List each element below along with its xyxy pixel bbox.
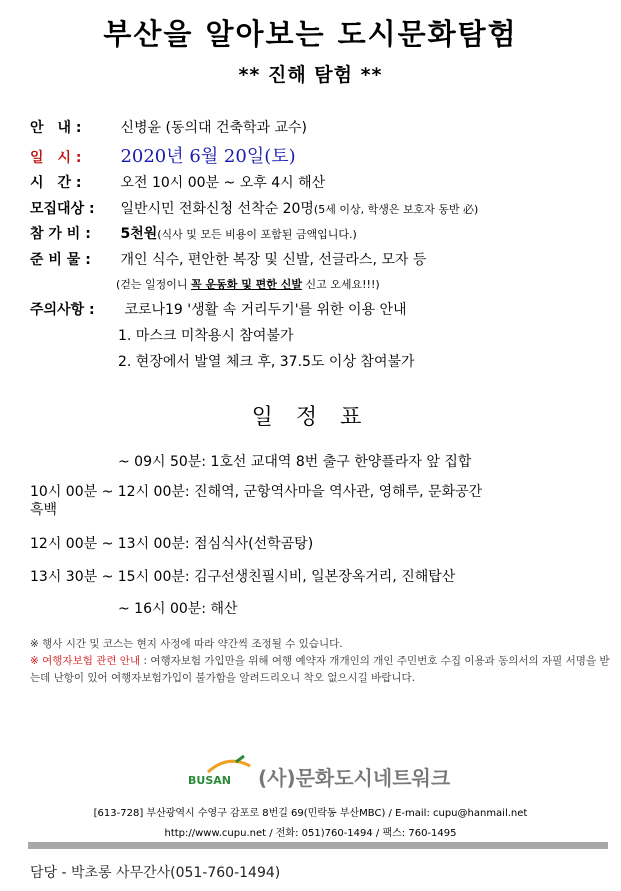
- info-date-label: 일 시 :: [30, 150, 82, 166]
- page-title: 부산을 알아보는 도시문화탐험: [103, 17, 518, 51]
- info-caution-item1: 1. 마스크 미착용시 참여불가: [118, 328, 294, 344]
- info-date: [30, 142, 296, 168]
- info-guide-value: 신병윤 (동의대 건축학과 교수): [120, 120, 308, 136]
- info-prep-note-emphasis: 꼭 운동화 및 편한 신발: [191, 278, 302, 291]
- info-prep: [30, 249, 426, 269]
- info-fee-label: 참 가 비 :: [30, 226, 91, 242]
- schedule-item: 12시 00분 ~ 13시 00분: 점심식사(선학곰탕): [30, 536, 314, 552]
- page-subtitle: ** 진해 탐험 **: [238, 64, 383, 86]
- org-logo-graphic: [188, 752, 478, 796]
- info-time: [30, 172, 325, 192]
- info-fee-note: (식사 및 모든 비용이 포함된 금액입니다.): [157, 228, 357, 241]
- footer-contact-line: http://www.cupu.net / 전화: 051)760-1494 / 팩스: 760-1495: [164, 828, 457, 839]
- info-guide-label: 안 내 :: [30, 120, 82, 136]
- logo-org-name: (사)문화도시네트워크: [258, 766, 451, 790]
- schedule-title: 일 정 표: [251, 405, 370, 430]
- note-schedule-change: ※ 행사 시간 및 코스는 현지 사정에 따라 약간씩 조정될 수 있습니다.: [30, 638, 343, 650]
- schedule-item: 흑백: [30, 502, 58, 518]
- note-insurance: [30, 653, 610, 687]
- logo-busan-text: BUSAN: [188, 774, 231, 787]
- footer-divider: [28, 842, 608, 849]
- info-prep-note-c: 신고 오세요!!!): [302, 278, 380, 291]
- info-recruit: [30, 198, 478, 218]
- info-guide: [30, 117, 307, 137]
- info-recruit-note: (5세 이상, 학생은 보호자 동반 必): [313, 203, 479, 216]
- schedule-item: 10시 00분 ~ 12시 00분: 진해역, 군항역사마을 역사관, 영해루, 문화공간: [30, 484, 483, 500]
- footer-address: [613-728] 부산광역시 수영구 감포로 8번길 69(민락동 부산MBC) / E-mail: cupu@hanmail.net: [93, 808, 528, 819]
- info-time-label: 시 간 :: [30, 175, 82, 191]
- schedule-item: ~ 09시 50분: 1호선 교대역 8번 출구 한양플라자 앞 집합: [118, 454, 472, 470]
- info-caution: [30, 299, 407, 319]
- schedule-item: ~ 16시 00분: 해산: [118, 601, 238, 617]
- info-caution-item2: 2. 현장에서 발열 체크 후, 37.5도 이상 참여불가: [118, 354, 415, 370]
- info-recruit-label: 모집대상 :: [30, 201, 95, 217]
- note-insurance-body: : 여행자보험 가입만을 위해 여행 예약자 개개인의 개인 주민번호 수집 이용과 동의서의 자필 서명을 받는데 난항이 있어 여행자보험가입이 불가함을 알려드리오니 착오 없으시길 바랍니다.: [30, 655, 610, 684]
- info-date-value: 2020년 6월 20일(토): [120, 146, 296, 167]
- info-time-value: 오전 10시 00분 ~ 오후 4시 해산: [120, 175, 326, 191]
- logo-arc-icon: [208, 761, 250, 772]
- info-prep-note: [116, 276, 380, 292]
- info-recruit-value: 일반시민 전화신청 선착순 20명: [120, 201, 314, 217]
- info-fee-value: 5천원: [120, 226, 158, 242]
- schedule-item: 13시 30분 ~ 15시 00분: 김구선생친필시비, 일본장옥거리, 진해탑산: [30, 569, 456, 585]
- info-prep-label: 준 비 물 :: [30, 252, 91, 268]
- info-fee: [30, 223, 357, 243]
- info-prep-value: 개인 식수, 편안한 복장 및 신발, 선글라스, 모자 등: [120, 252, 427, 268]
- info-prep-note-a: (걷는 일정이니: [116, 278, 192, 291]
- note-insurance-heading: ※ 여행자보험 관련 안내: [30, 655, 141, 667]
- info-caution-value: 코로나19 '생활 속 거리두기'를 위한 이용 안내: [124, 302, 407, 318]
- contact-person: 담당 - 박초롱 사무간사(051-760-1494): [30, 865, 281, 881]
- org-logo: [188, 752, 478, 796]
- info-caution-label: 주의사항 :: [30, 302, 95, 318]
